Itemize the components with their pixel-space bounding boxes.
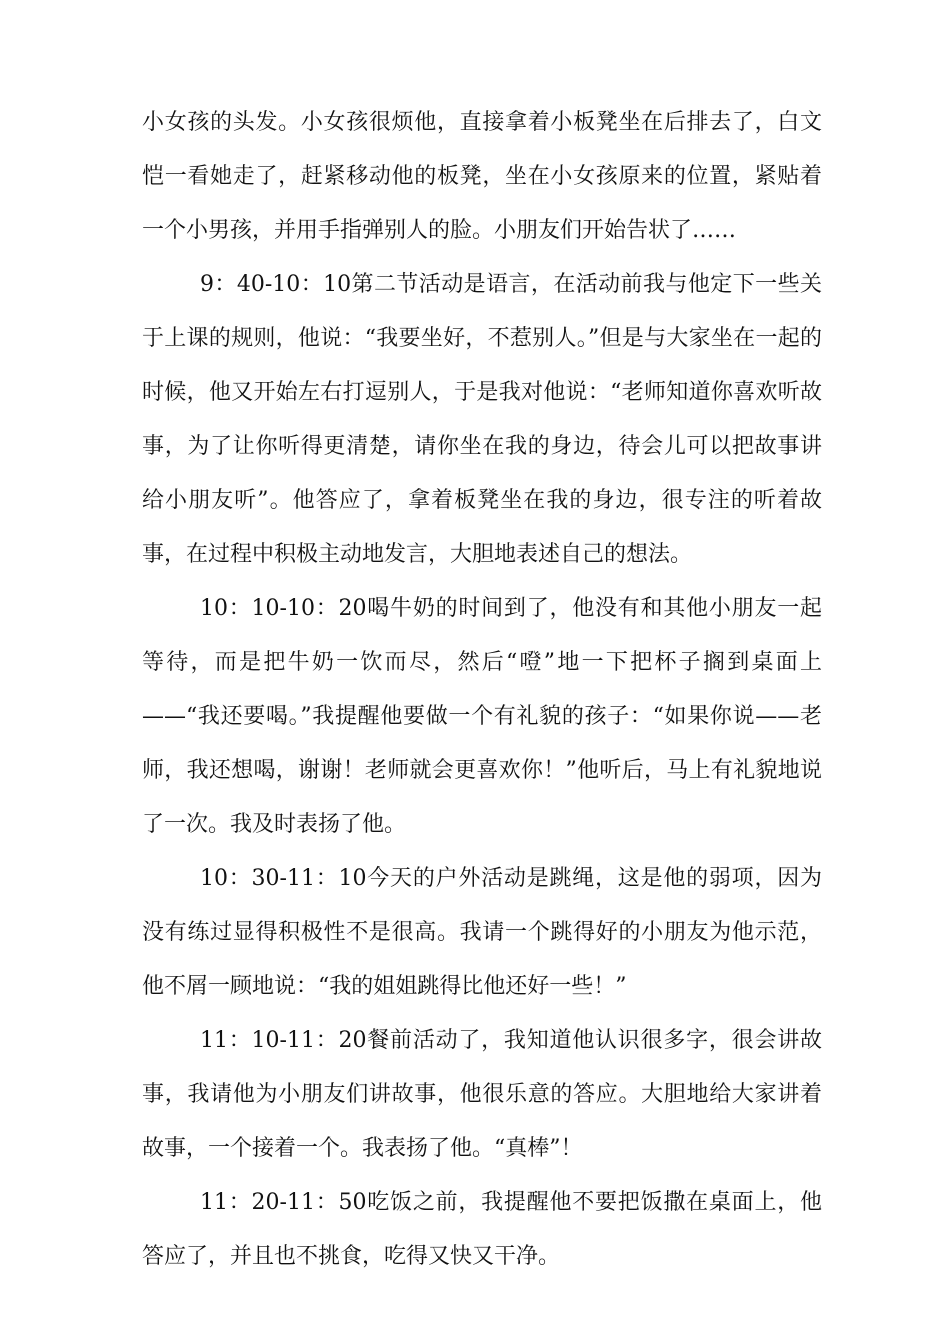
paragraph-5: 11：10-11：20餐前活动了，我知道他认识很多字，很会讲故事，我请他为小朋友们讲故事，他很乐意的答应。大胆地给大家讲着故事，一个接着一个。我表扬了他。“真棒”！ [142,1028,822,1161]
paragraph-1: 小女孩的头发。小女孩很烦他，直接拿着小板凳坐在后排去了，白文恺一看她走了，赶紧移动他的板凳，坐在小女孩原来的位置，紧贴着一个小男孩，并用手指弹别人的脸。小朋友们开始告状了…… [142,110,822,243]
paragraph-3: 10：10-10：20喝牛奶的时间到了，他没有和其他小朋友一起等待，而是把牛奶一饮而尽，然后“噔”地一下把杯子搁到桌面上——“我还要喝。”我提醒他要做一个有礼貌的孩子：“如果你说——老师，我还想喝，谢谢！老师就会更喜欢你！”他听后，马上有礼貌地说了一次。我及时表扬了他。 [142,596,822,837]
paragraph-6: 11：20-11：50吃饭之前，我提醒他不要把饭撒在桌面上，他答应了，并且也不挑食，吃得又快又干净。 [142,1190,822,1269]
paragraph-4: 10：30-11：10今天的户外活动是跳绳，这是他的弱项，因为没有练过显得积极性不是很高。我请一个跳得好的小朋友为他示范，他不屑一顾地说：“我的姐姐跳得比他还好一些！” [142,866,822,999]
document-body [142,96,822,1284]
paragraph-2: 9：40-10：10第二节活动是语言，在活动前我与他定下一些关于上课的规则，他说：“我要坐好，不惹别人。”但是与大家坐在一起的时候，他又开始左右打逗别人，于是我对他说：“老师知道你喜欢听故事，为了让你听得更清楚，请你坐在我的身边，待会儿可以把故事讲给小朋友听”。他答应了，拿着板凳坐在我的身边，很专注的听着故事，在过程中积极主动地发言，大胆地表述自己的想法。 [142,272,822,567]
